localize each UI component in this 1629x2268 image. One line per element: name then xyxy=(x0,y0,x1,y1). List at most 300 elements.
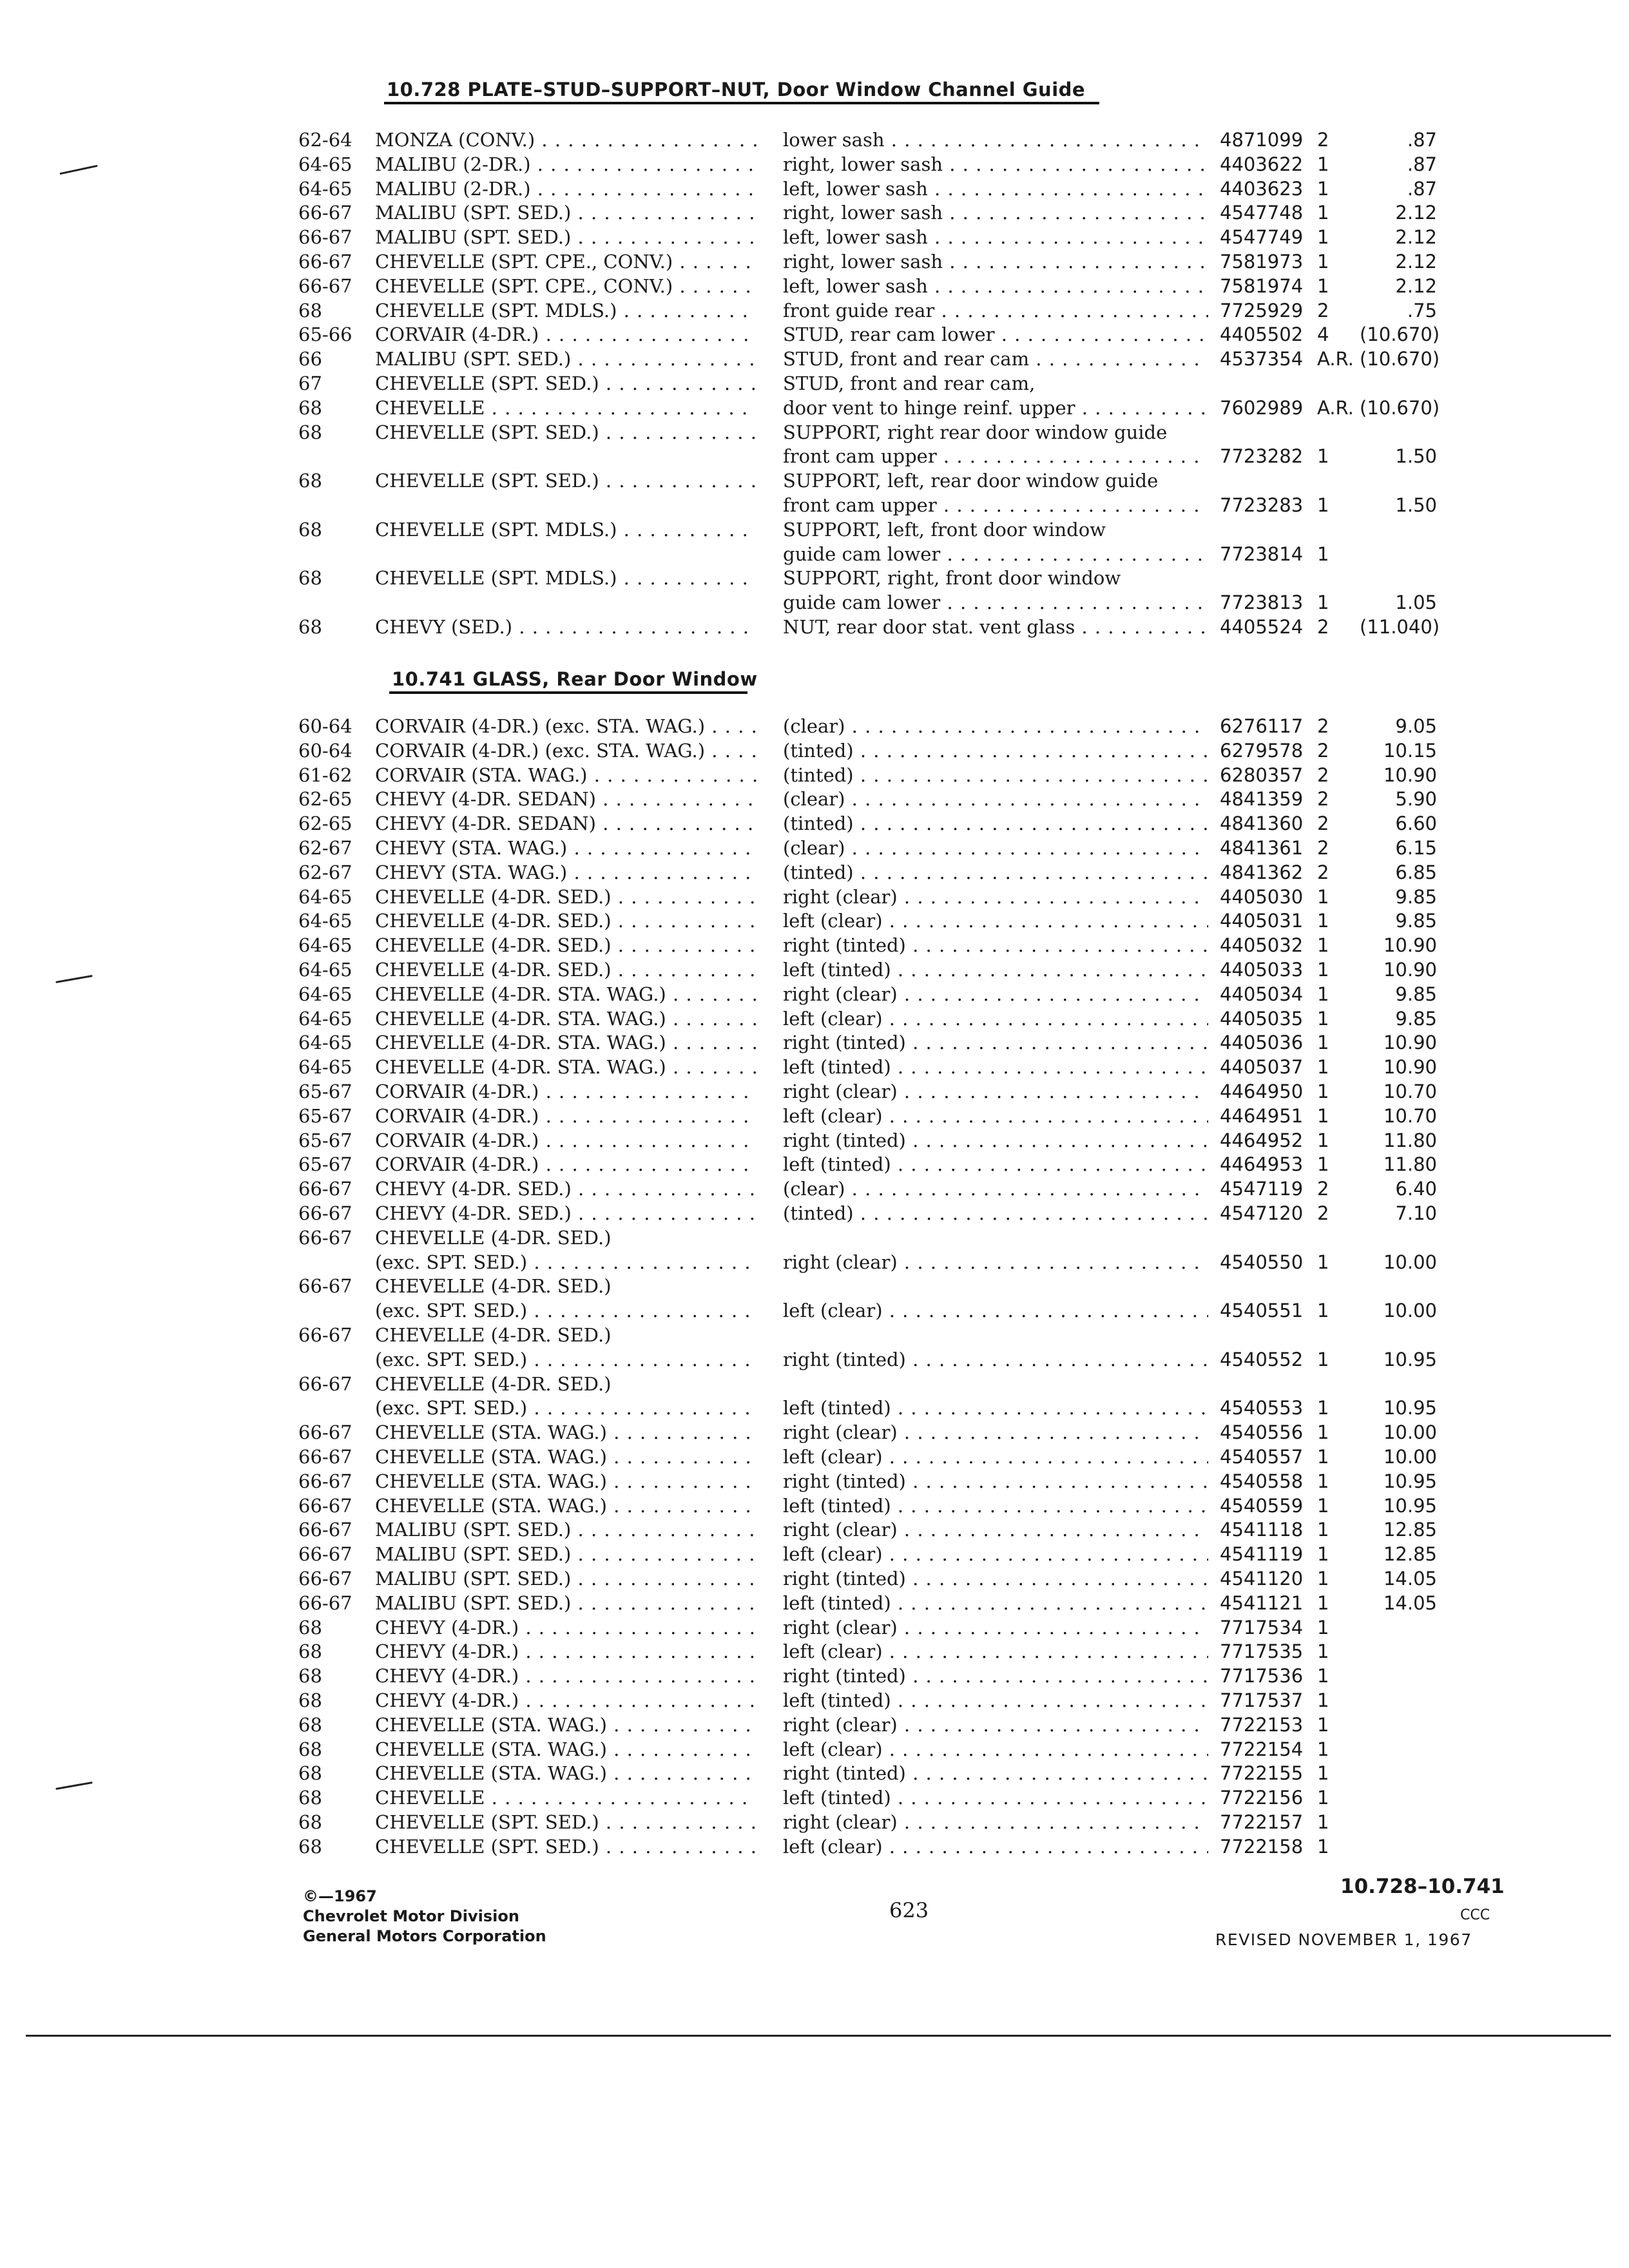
part-number: 7723282 xyxy=(1220,445,1304,468)
part-description: right (tinted) . . . xyxy=(783,1665,1208,1687)
part-number: 4405037 xyxy=(1220,1056,1304,1079)
part-description: left (clear) . . . xyxy=(783,1446,1208,1468)
model-year: 64-65 xyxy=(298,153,352,175)
part-description: left (tinted) . . . xyxy=(783,1787,1208,1809)
quantity: 1 xyxy=(1317,1616,1329,1639)
quantity: A.R. xyxy=(1317,348,1354,370)
part-description: right (clear) . . . xyxy=(783,1421,1208,1443)
model-year: 62-67 xyxy=(298,837,352,859)
model-name: CHEVY (4-DR. SED.) . . . xyxy=(375,1202,757,1224)
price: 10.00 xyxy=(1383,1421,1437,1444)
model-year: 66 xyxy=(298,348,322,370)
model-name: (exc. SPT. SED.) . . . xyxy=(375,1397,757,1419)
price: .75 xyxy=(1407,299,1437,322)
price: 10.00 xyxy=(1383,1446,1437,1468)
quantity: 1 xyxy=(1317,202,1329,224)
part-number: 7725929 xyxy=(1220,299,1304,322)
parts-row xyxy=(0,348,1629,372)
part-number: 6280357 xyxy=(1220,764,1304,786)
part-number: 4464953 xyxy=(1220,1153,1304,1176)
model-name: CHEVELLE (SPT. SED.) . . . xyxy=(375,470,757,492)
quantity: 1 xyxy=(1317,494,1329,516)
part-description: left (clear) . . . xyxy=(783,910,1208,932)
price: 10.90 xyxy=(1383,934,1437,957)
parts-row xyxy=(0,1811,1629,1836)
parts-row xyxy=(0,837,1629,861)
model-year: 66-67 xyxy=(298,1421,352,1444)
model-year: 62-64 xyxy=(298,129,352,151)
part-number: 4541121 xyxy=(1220,1591,1304,1614)
part-description: right (tinted) . . . xyxy=(783,934,1208,956)
part-description: door vent to hinge reinf. upper . . . xyxy=(783,397,1208,419)
parts-row xyxy=(0,567,1629,591)
price: 10.95 xyxy=(1383,1494,1437,1517)
price: (10.670) xyxy=(1360,396,1440,419)
part-description: front cam upper . . . xyxy=(783,494,1208,516)
quantity: 1 xyxy=(1317,1129,1329,1151)
part-number: 4540553 xyxy=(1220,1397,1304,1419)
model-year: 60-64 xyxy=(298,715,352,737)
part-description: (tinted) . . . xyxy=(783,861,1208,883)
parts-row xyxy=(0,1324,1629,1349)
price: 6.85 xyxy=(1395,861,1437,883)
part-number: 4405035 xyxy=(1220,1007,1304,1030)
price: 9.85 xyxy=(1395,910,1437,932)
model-year: 66-67 xyxy=(298,226,352,249)
quantity: 2 xyxy=(1317,739,1329,762)
model-year: 65-66 xyxy=(298,323,352,346)
model-name: CHEVY (4-DR.) . . . xyxy=(375,1689,757,1711)
part-description: right (clear) . . . xyxy=(783,886,1208,908)
model-year: 66-67 xyxy=(298,251,352,273)
quantity: 1 xyxy=(1317,1007,1329,1030)
model-name: CHEVELLE . . . xyxy=(375,397,757,419)
page-number: 623 xyxy=(889,1898,929,1923)
quantity: 1 xyxy=(1317,445,1329,468)
model-year: 64-65 xyxy=(298,983,352,1005)
part-description: right, lower sash . . . xyxy=(783,153,1208,175)
price: 10.15 xyxy=(1383,739,1437,762)
model-year: 68 xyxy=(298,1689,322,1711)
parts-row xyxy=(0,1081,1629,1105)
model-name: CHEVELLE (STA. WAG.) . . . xyxy=(375,1714,757,1736)
price: (10.670) xyxy=(1360,348,1440,370)
part-description: right (clear) . . . xyxy=(783,1251,1208,1273)
model-name: CHEVELLE (4-DR. SED.) . . . xyxy=(375,934,757,956)
part-description: STUD, front and rear cam, xyxy=(783,372,1036,394)
part-number: 7717535 xyxy=(1220,1640,1304,1663)
part-number: 7722156 xyxy=(1220,1787,1304,1809)
part-number: 4540557 xyxy=(1220,1446,1304,1468)
parts-row xyxy=(0,202,1629,226)
model-name: CORVAIR (4-DR.) . . . xyxy=(375,1153,757,1175)
part-number: 4540559 xyxy=(1220,1494,1304,1517)
part-number: 4541119 xyxy=(1220,1543,1304,1566)
model-name: CHEVELLE (STA. WAG.) . . . xyxy=(375,1762,757,1784)
parts-row xyxy=(0,1397,1629,1421)
model-year: 66-67 xyxy=(298,1470,352,1492)
price: 10.90 xyxy=(1383,959,1437,981)
model-name: CHEVELLE (STA. WAG.) . . . xyxy=(375,1421,757,1443)
quantity: 1 xyxy=(1317,910,1329,932)
part-description: right (tinted) . . . xyxy=(783,1762,1208,1784)
model-name: CORVAIR (STA. WAG.) . . . xyxy=(375,764,757,786)
part-description: left (tinted) . . . xyxy=(783,1689,1208,1711)
part-number: 7722158 xyxy=(1220,1835,1304,1858)
quantity: 1 xyxy=(1317,1446,1329,1468)
part-description: right (tinted) . . . xyxy=(783,1470,1208,1492)
part-number: 7581973 xyxy=(1220,251,1304,273)
model-name: CHEVELLE (SPT. MDLS.) . . . xyxy=(375,519,757,541)
quantity: 1 xyxy=(1317,983,1329,1005)
model-name: CORVAIR (4-DR.) . . . xyxy=(375,323,757,345)
part-description: right (tinted) . . . xyxy=(783,1129,1208,1151)
price: 2.12 xyxy=(1395,226,1437,249)
model-name: CHEVELLE . . . xyxy=(375,1787,757,1809)
parts-row xyxy=(0,1738,1629,1763)
parts-row xyxy=(0,1300,1629,1324)
model-name: CHEVELLE (4-DR. SED.) xyxy=(375,1372,612,1395)
price: 1.05 xyxy=(1395,591,1437,614)
part-number: 4537354 xyxy=(1220,348,1304,370)
model-year: 62-65 xyxy=(298,812,352,835)
quantity: 2 xyxy=(1317,837,1329,859)
quantity: 1 xyxy=(1317,1835,1329,1858)
part-number: 4405031 xyxy=(1220,910,1304,932)
quantity: 1 xyxy=(1317,226,1329,249)
parts-row xyxy=(0,178,1629,202)
model-name: CHEVELLE (4-DR. SED.) xyxy=(375,1324,612,1346)
quantity: A.R. xyxy=(1317,396,1354,419)
quantity: 1 xyxy=(1317,177,1329,200)
price: (10.670) xyxy=(1360,323,1440,346)
parts-row xyxy=(0,129,1629,153)
part-description: (tinted) . . . xyxy=(783,812,1208,834)
quantity: 2 xyxy=(1317,788,1329,811)
part-description: (clear) . . . xyxy=(783,837,1208,859)
model-year: 66-67 xyxy=(298,1543,352,1566)
part-description: SUPPORT, left, rear door window guide xyxy=(783,470,1159,492)
parts-row xyxy=(0,543,1629,568)
model-year: 68 xyxy=(298,616,322,638)
parts-row xyxy=(0,1470,1629,1495)
part-number: 4405036 xyxy=(1220,1032,1304,1054)
corporation-name: General Motors Corporation xyxy=(303,1927,546,1945)
model-year: 68 xyxy=(298,470,322,492)
part-description: right (clear) . . . xyxy=(783,1081,1208,1102)
part-number: 4547120 xyxy=(1220,1202,1304,1224)
model-year: 64-65 xyxy=(298,1056,352,1079)
quantity: 2 xyxy=(1317,616,1329,638)
model-name: CHEVELLE (SPT. SED.) . . . xyxy=(375,1836,757,1858)
quantity: 2 xyxy=(1317,299,1329,322)
model-year: 68 xyxy=(298,1738,322,1760)
part-description: right (tinted) . . . xyxy=(783,1568,1208,1590)
model-name: MALIBU (SPT. SED.) . . . xyxy=(375,226,757,248)
model-year: 64-65 xyxy=(298,959,352,981)
parts-row xyxy=(0,251,1629,275)
model-name: CHEVY (4-DR.) . . . xyxy=(375,1665,757,1687)
model-name: MONZA (CONV.) . . . xyxy=(375,129,757,151)
model-name: MALIBU (SPT. SED.) . . . xyxy=(375,1519,757,1541)
quantity: 1 xyxy=(1317,1153,1329,1176)
price: 10.00 xyxy=(1383,1251,1437,1273)
quantity: 1 xyxy=(1317,591,1329,614)
price: 12.85 xyxy=(1383,1543,1437,1566)
copyright: ©—1967 xyxy=(303,1887,377,1905)
model-name: MALIBU (SPT. SED.) . . . xyxy=(375,1543,757,1565)
parts-row xyxy=(0,275,1629,300)
parts-row xyxy=(0,1714,1629,1738)
quantity: 1 xyxy=(1317,1397,1329,1419)
model-year: 66-67 xyxy=(298,1226,352,1249)
part-number: 4464952 xyxy=(1220,1129,1304,1151)
model-year: 66-67 xyxy=(298,274,352,297)
quantity: 1 xyxy=(1317,1811,1329,1833)
quantity: 1 xyxy=(1317,1081,1329,1102)
model-name: MALIBU (SPT. SED.) . . . xyxy=(375,348,757,370)
part-number: 6279578 xyxy=(1220,739,1304,762)
model-year: 61-62 xyxy=(298,764,352,786)
model-year: 68 xyxy=(298,299,322,322)
section-title-underline xyxy=(389,691,747,694)
model-name: CHEVY (4-DR. SEDAN) . . . xyxy=(375,788,757,810)
part-number: 4841361 xyxy=(1220,837,1304,859)
parts-row xyxy=(0,983,1629,1008)
part-description: left (clear) . . . xyxy=(783,1543,1208,1565)
part-description: right, lower sash . . . xyxy=(783,202,1208,224)
quantity: 1 xyxy=(1317,934,1329,957)
parts-row xyxy=(0,153,1629,178)
part-number: 7722157 xyxy=(1220,1811,1304,1833)
parts-row xyxy=(0,1617,1629,1641)
price: 10.70 xyxy=(1383,1081,1437,1102)
price: 2.12 xyxy=(1395,274,1437,297)
quantity: 1 xyxy=(1317,1421,1329,1444)
price: 14.05 xyxy=(1383,1568,1437,1590)
model-name: CHEVELLE (4-DR. SED.) . . . xyxy=(375,886,757,908)
price: 12.85 xyxy=(1383,1519,1437,1541)
model-year: 65-67 xyxy=(298,1104,352,1127)
quantity: 1 xyxy=(1317,1519,1329,1541)
model-name: CHEVELLE (4-DR. STA. WAG.) . . . xyxy=(375,1056,757,1078)
parts-row xyxy=(0,1446,1629,1470)
model-year: 68 xyxy=(298,1616,322,1639)
part-description: (clear) . . . xyxy=(783,788,1208,810)
part-description: right (tinted) . . . xyxy=(783,1032,1208,1053)
model-year: 66-67 xyxy=(298,1324,352,1346)
part-description: right (tinted) . . . xyxy=(783,1349,1208,1370)
parts-row xyxy=(0,226,1629,251)
model-name: CHEVY (SED.) . . . xyxy=(375,616,757,638)
model-year: 65-67 xyxy=(298,1153,352,1176)
parts-row xyxy=(0,591,1629,616)
part-description: (tinted) . . . xyxy=(783,1202,1208,1224)
part-description: SUPPORT, right rear door window guide xyxy=(783,421,1168,443)
part-description: left (clear) . . . xyxy=(783,1836,1208,1858)
quantity: 1 xyxy=(1317,543,1329,565)
part-number: 4547119 xyxy=(1220,1178,1304,1200)
model-name: CHEVELLE (4-DR. SED.) . . . xyxy=(375,910,757,932)
model-year: 68 xyxy=(298,1762,322,1785)
quantity: 1 xyxy=(1317,1494,1329,1517)
part-number: 4405034 xyxy=(1220,983,1304,1005)
model-name: CHEVELLE (STA. WAG.) . . . xyxy=(375,1446,757,1468)
part-number: 7723813 xyxy=(1220,591,1304,614)
quantity: 1 xyxy=(1317,153,1329,175)
part-description: SUPPORT, left, front door window xyxy=(783,518,1106,541)
parts-row xyxy=(0,616,1629,640)
model-name: CHEVY (4-DR.) . . . xyxy=(375,1640,757,1662)
model-year: 64-65 xyxy=(298,910,352,932)
part-description: (tinted) . . . xyxy=(783,764,1208,786)
quantity: 2 xyxy=(1317,129,1329,151)
publisher-block xyxy=(303,1887,546,1946)
parts-row xyxy=(0,1373,1629,1398)
parts-row xyxy=(0,1349,1629,1373)
part-number: 4547748 xyxy=(1220,202,1304,224)
part-number: 4841362 xyxy=(1220,861,1304,883)
quantity: 1 xyxy=(1317,1665,1329,1687)
part-description: left, lower sash . . . xyxy=(783,226,1208,248)
part-number: 4841359 xyxy=(1220,788,1304,811)
model-name: CHEVELLE (STA. WAG.) . . . xyxy=(375,1738,757,1760)
part-number: 4405033 xyxy=(1220,959,1304,981)
parts-row xyxy=(0,1665,1629,1689)
price: .87 xyxy=(1407,177,1437,200)
part-number: 4540558 xyxy=(1220,1470,1304,1492)
price: 10.90 xyxy=(1383,1056,1437,1079)
part-number: 4405502 xyxy=(1220,323,1304,346)
parts-row xyxy=(0,812,1629,837)
parts-row xyxy=(0,1129,1629,1154)
price: 6.40 xyxy=(1395,1178,1437,1200)
parts-row xyxy=(0,1836,1629,1860)
part-description: STUD, rear cam lower . . . xyxy=(783,323,1208,345)
model-name: CHEVY (4-DR. SEDAN) . . . xyxy=(375,812,757,834)
price: .87 xyxy=(1407,153,1437,175)
price: 2.12 xyxy=(1395,202,1437,224)
quantity: 1 xyxy=(1317,1713,1329,1736)
price: 11.80 xyxy=(1383,1153,1437,1176)
model-name: CHEVY (4-DR.) . . . xyxy=(375,1617,757,1639)
model-year: 64-65 xyxy=(298,885,352,908)
price: 9.85 xyxy=(1395,885,1437,908)
part-number: 7717534 xyxy=(1220,1616,1304,1639)
model-year: 66-67 xyxy=(298,1568,352,1590)
parts-row xyxy=(0,1592,1629,1617)
parts-row xyxy=(0,421,1629,446)
quantity: 1 xyxy=(1317,885,1329,908)
quantity: 1 xyxy=(1317,1689,1329,1711)
parts-row xyxy=(0,910,1629,934)
model-name: (exc. SPT. SED.) . . . xyxy=(375,1349,757,1370)
model-name: CHEVELLE (SPT. SED.) . . . xyxy=(375,1811,757,1833)
model-name: CHEVELLE (SPT. SED.) . . . xyxy=(375,421,757,443)
part-description: left (clear) . . . xyxy=(783,1640,1208,1662)
parts-row xyxy=(0,1275,1629,1300)
part-number: 7722155 xyxy=(1220,1762,1304,1785)
quantity: 1 xyxy=(1317,959,1329,981)
parts-row xyxy=(0,1008,1629,1032)
part-description: right (clear) . . . xyxy=(783,1519,1208,1541)
quantity: 2 xyxy=(1317,812,1329,835)
quantity: 1 xyxy=(1317,1470,1329,1492)
quantity: 2 xyxy=(1317,861,1329,883)
parts-row xyxy=(0,1227,1629,1251)
model-year: 68 xyxy=(298,1835,322,1858)
revision-date: REVISED NOVEMBER 1, 1967 xyxy=(1215,1930,1472,1949)
parts-row xyxy=(0,323,1629,348)
model-year: 66-67 xyxy=(298,1446,352,1468)
model-name: MALIBU (SPT. SED.) . . . xyxy=(375,202,757,224)
model-year: 68 xyxy=(298,1665,322,1687)
part-description: left (tinted) . . . xyxy=(783,1056,1208,1078)
part-description: (clear) . . . xyxy=(783,715,1208,737)
model-name: CHEVELLE (4-DR. SED.) . . . xyxy=(375,959,757,981)
parts-row xyxy=(0,1543,1629,1568)
group-range: 10.728–10.741 xyxy=(1340,1875,1505,1898)
parts-row xyxy=(0,1762,1629,1787)
parts-row xyxy=(0,494,1629,519)
parts-row xyxy=(0,959,1629,983)
quantity: 2 xyxy=(1317,715,1329,737)
part-number: 7723814 xyxy=(1220,543,1304,565)
part-number: 4464950 xyxy=(1220,1081,1304,1102)
model-name: CHEVELLE (SPT. CPE., CONV.) . . . xyxy=(375,275,757,297)
quantity: 1 xyxy=(1317,1787,1329,1809)
parts-row xyxy=(0,1202,1629,1227)
price: 6.60 xyxy=(1395,812,1437,835)
model-name: MALIBU (2-DR.) . . . xyxy=(375,153,757,175)
part-number: 7602989 xyxy=(1220,396,1304,419)
part-description: NUT, rear door stat. vent glass . . . xyxy=(783,616,1208,638)
model-name: CHEVELLE (4-DR. STA. WAG.) . . . xyxy=(375,983,757,1005)
part-number: 4841360 xyxy=(1220,812,1304,835)
quantity: 1 xyxy=(1317,1543,1329,1566)
price: 6.15 xyxy=(1395,837,1437,859)
part-description: left (clear) . . . xyxy=(783,1105,1208,1127)
model-year: 66-67 xyxy=(298,1202,352,1224)
part-number: 7723283 xyxy=(1220,494,1304,516)
parts-row xyxy=(0,788,1629,812)
parts-row xyxy=(0,715,1629,740)
part-description: right, lower sash . . . xyxy=(783,251,1208,273)
part-description: left (tinted) . . . xyxy=(783,1397,1208,1419)
model-name: CHEVELLE (SPT. CPE., CONV.) . . . xyxy=(375,251,757,273)
model-name: (exc. SPT. SED.) . . . xyxy=(375,1251,757,1273)
quantity: 1 xyxy=(1317,1300,1329,1322)
model-year: 66-67 xyxy=(298,1519,352,1541)
parts-row xyxy=(0,1153,1629,1178)
part-number: 4403622 xyxy=(1220,153,1304,175)
model-name: MALIBU (SPT. SED.) . . . xyxy=(375,1592,757,1614)
quantity: 1 xyxy=(1317,1251,1329,1273)
price: 10.95 xyxy=(1383,1397,1437,1419)
price: 9.85 xyxy=(1395,1007,1437,1030)
model-year: 66-67 xyxy=(298,1372,352,1395)
price: 5.90 xyxy=(1395,788,1437,811)
part-number: 7722154 xyxy=(1220,1738,1304,1760)
quantity: 2 xyxy=(1317,1178,1329,1200)
price: 11.80 xyxy=(1383,1129,1437,1151)
parts-row xyxy=(0,1495,1629,1519)
part-number: 4871099 xyxy=(1220,129,1304,151)
part-description: left, lower sash . . . xyxy=(783,275,1208,297)
parts-row xyxy=(0,861,1629,886)
model-year: 60-64 xyxy=(298,739,352,762)
model-year: 68 xyxy=(298,1787,322,1809)
